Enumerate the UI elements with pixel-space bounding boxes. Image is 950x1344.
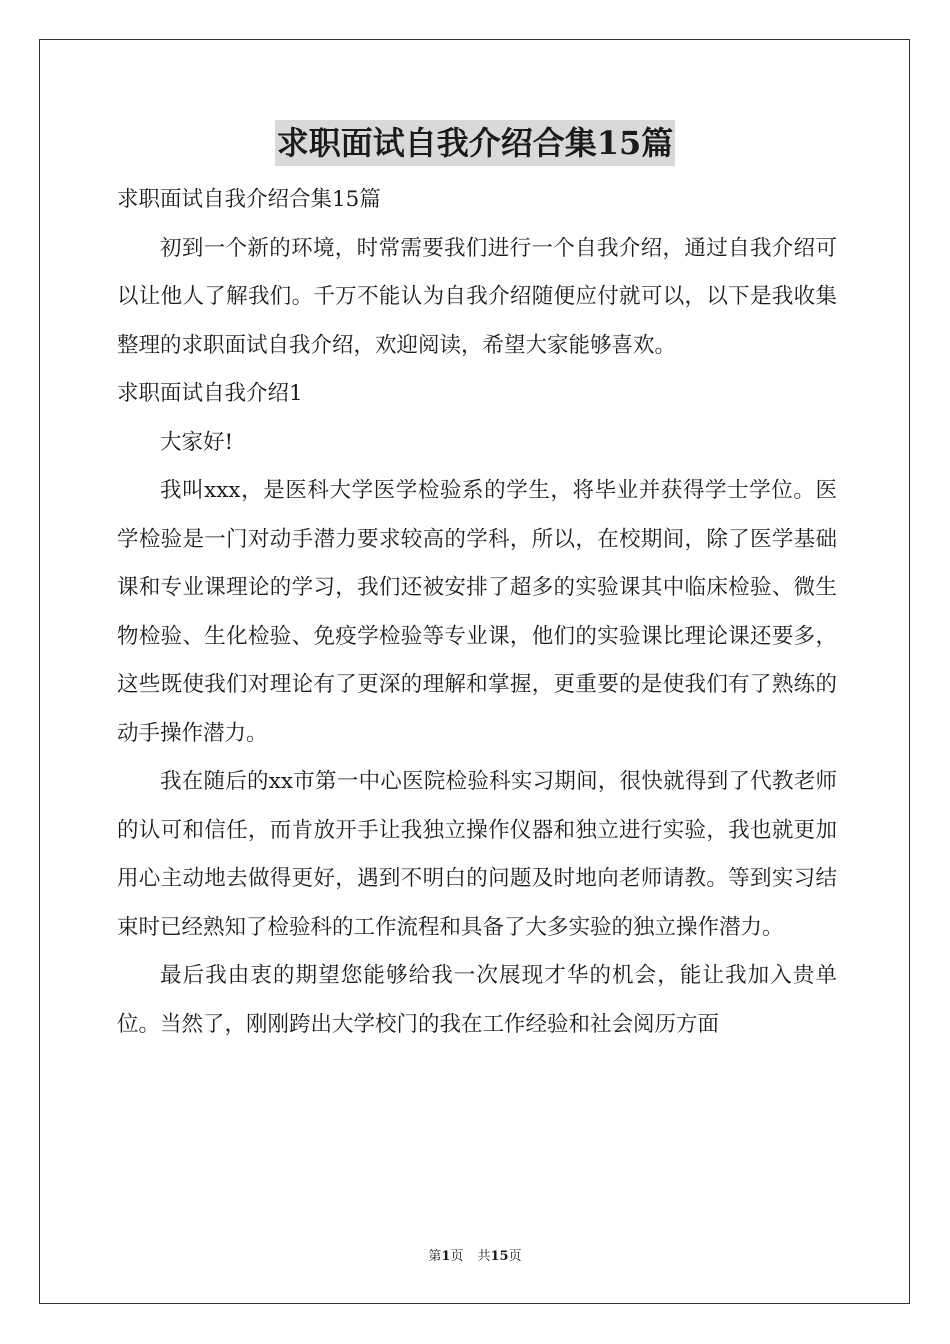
total-prefix: 共 xyxy=(477,1249,491,1264)
total-unit: 页 xyxy=(508,1249,522,1264)
paragraph-body: 我在随后的xx市第一中心医院检验科实习期间，很快就得到了代教老师的认可和信任，而肯放开手让我独立操作仪器和独立进行实验，我也就更加用心主动地去做得更好，遇到不明白的问题及时地向老师请教。等到实习结束时已经熟知了检验科的工作流程和具备了大多实验的独立操作潜力。 xyxy=(117,769,837,940)
page-current: 1 xyxy=(441,1249,451,1264)
document-title: 求职面试自我介绍合集15篇 xyxy=(275,120,676,166)
paragraph-body: 我叫xxx，是医科大学医学检验系的学生，将毕业并获得学士学位。医学检验是一门对动手潜力要求较高的学科，所以，在校期间，除了医学基础课和专业课理论的学习，我们还被安排了超多的实验课其中临床检验、微生物检验、生化检验、免疫学检验等专业课，他们的实验课比理论课还要多，这些既使我们对理论有了更深的理解和掌握，更重要的是使我们有了熟练的动手操作潜力。 xyxy=(117,478,837,746)
page-unit: 页 xyxy=(450,1249,464,1264)
document-body xyxy=(117,176,837,1049)
paragraph-intro: 初到一个新的环境，时常需要我们进行一个自我介绍，通过自我介绍可以让他人了解我们。千万不能认为自我介绍随便应付就可以，以下是我收集整理的求职面试自我介绍，欢迎阅读，希望大家能够喜欢。 xyxy=(117,235,837,358)
paragraph-subtitle: 求职面试自我介绍合集15篇 xyxy=(117,187,381,212)
page-prefix: 第 xyxy=(428,1249,442,1264)
title-container xyxy=(0,120,950,166)
page-footer xyxy=(0,1248,950,1266)
page-total: 15 xyxy=(490,1249,509,1264)
section-heading: 求职面试自我介绍1 xyxy=(117,381,303,406)
paragraph-greeting: 大家好! xyxy=(160,429,234,455)
paragraph-body: 最后我由衷的期望您能够给我一次展现才华的机会，能让我加入贵单位。当然了，刚刚跨出大学校门的我在工作经验和社会阅历方面 xyxy=(117,963,837,1037)
